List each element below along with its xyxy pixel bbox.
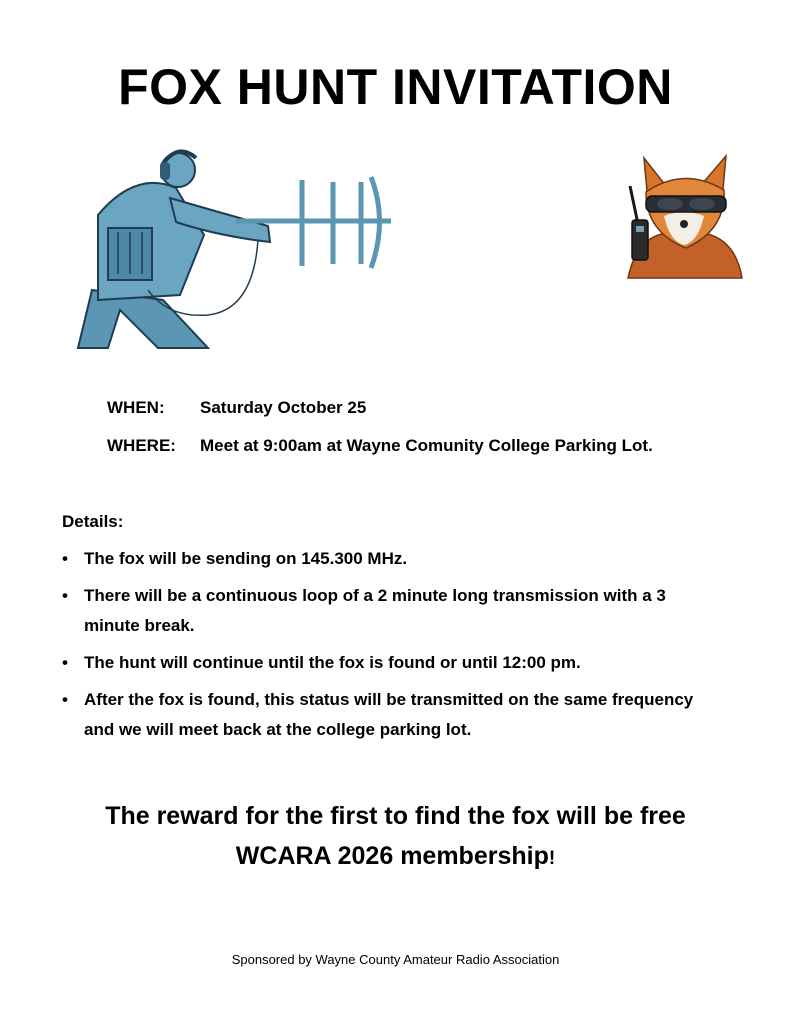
reward-line-2 bbox=[0, 836, 791, 879]
reward-membership: WCARA 2026 membership bbox=[235, 842, 549, 870]
when-label: WHEN: bbox=[107, 398, 165, 417]
reward-line-1: The reward for the first to find the fox will be free bbox=[105, 802, 686, 830]
list-item: • After the fox is found, this status will be transmitted on the same frequency and we will meet back at the college parking lot. bbox=[62, 685, 722, 745]
reward-text bbox=[0, 796, 791, 879]
details-label: Details: bbox=[62, 512, 124, 531]
page-title: FOX HUNT INVITATION bbox=[118, 59, 673, 115]
list-item: • The hunt will continue until the fox is found or until 12:00 pm. bbox=[62, 648, 722, 678]
details-list bbox=[62, 544, 722, 752]
reward-exclamation: ! bbox=[548, 848, 556, 869]
fox-with-radio-illustration bbox=[620, 150, 748, 280]
where-row bbox=[107, 436, 653, 456]
where-value: Meet at 9:00am at Wayne Comunity College Parking Lot. bbox=[200, 436, 653, 455]
sponsor-line: Sponsored by Wayne County Amateur Radio Association bbox=[231, 952, 560, 967]
when-value: Saturday October 25 bbox=[200, 398, 367, 417]
when-row bbox=[107, 398, 366, 418]
list-item: • The fox will be sending on 145.300 MHz. bbox=[62, 544, 722, 574]
where-label: WHERE: bbox=[107, 436, 176, 455]
list-item: • There will be a continuous loop of a 2 minute long transmission with a 3 minute break. bbox=[62, 581, 722, 641]
radio-hunter-illustration bbox=[58, 140, 398, 355]
